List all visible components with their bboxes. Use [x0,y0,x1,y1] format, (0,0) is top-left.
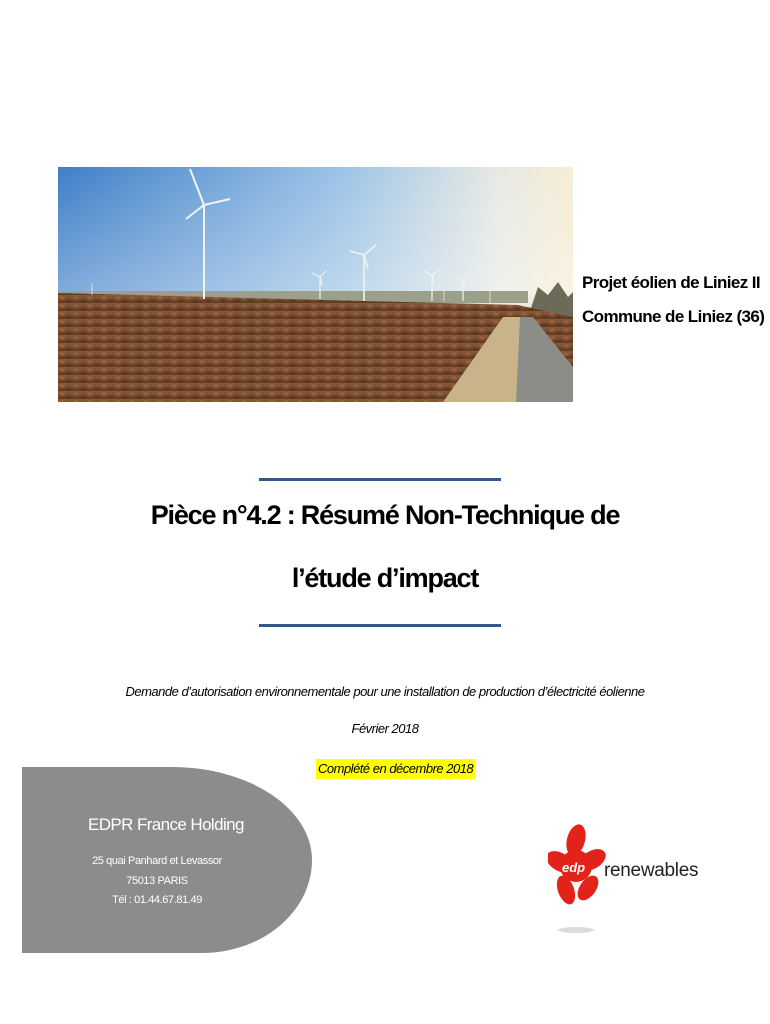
document-date: Février 2018 [351,721,419,736]
address-city: 75013 PARIS [126,875,188,887]
edp-flower-icon [548,820,608,940]
company-address-card [22,767,312,953]
request-description: Demande d’autorisation environnementale pour une installation de production d’électricité éolienne [125,684,645,699]
edp-renewables-logo [548,820,698,940]
project-name: Projet éolien de Liniez II [582,273,761,292]
document-title-line1: Pièce n°4.2 : Résumé Non-Technique de [150,500,620,530]
svg-text:edp: edp [562,860,586,875]
project-info [582,266,765,334]
project-commune: Commune de Liniez (36) [582,307,765,326]
title-rule-bottom [259,624,501,627]
completion-note: Complété en décembre 2018 [316,759,475,779]
document-title-line2: l’étude d’impact [291,563,479,593]
title-rule-top [259,478,501,481]
logo-wordmark: renewables [604,860,699,881]
company-name: EDPR France Holding [88,815,244,834]
wind-farm-photo [58,167,573,402]
company-phone: Tél : 01.44.67.81.49 [112,894,202,906]
address-street: 25 quai Panhard et Levassor [92,855,222,867]
